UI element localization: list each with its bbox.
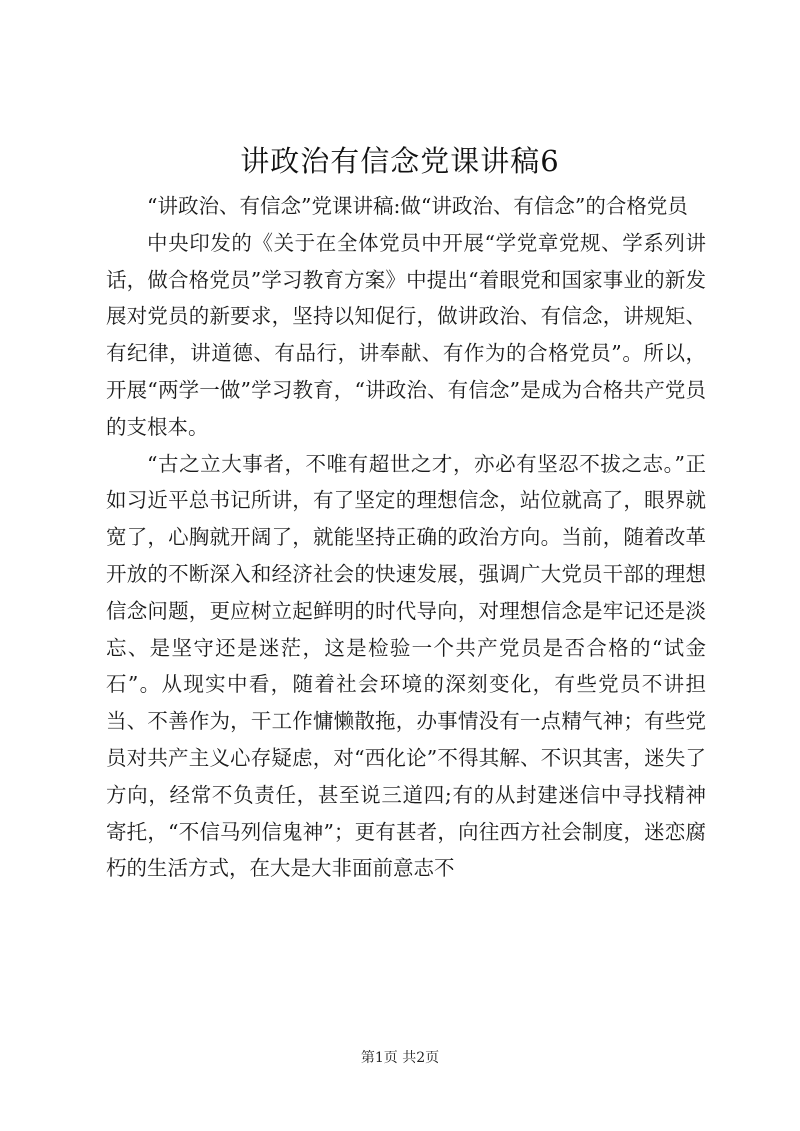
document-body (106, 188, 706, 887)
document-title: 讲政治有信念党课讲稿6 (240, 144, 560, 178)
paragraph: 中央印发的《关于在全体党员中开展“学党章党规、学系列讲话，做合格党员”学习教育方案》中提出“着眼党和国家事业的新发展对党员的新要求，坚持以知促行，做讲政治、有信念，讲规矩、有纪律，讲道德、有品行，讲奉献、有作为的合格党员”。所以，开展“两学一做”学习教育，“讲政治、有信念”是成为合格共产党员的支根本。 (106, 230, 706, 439)
paragraph-subtitle: “讲政治、有信念”党课讲稿:做“讲政治、有信念”的合格党员 (147, 194, 688, 218)
paragraph: “古之立大事者，不唯有超世之才，亦必有坚忍不拔之志。”正如习近平总书记所讲，有了坚定的理想信念，站位就高了，眼界就宽了，心胸就开阔了，就能坚持正确的政治方向。当前，随着改革开放的不断深入和经济社会的快速发展，强调广大党员干部的理想信念问题，更应树立起鲜明的时代导向，对理想信念是牢记还是淡忘、是坚守还是迷茫，这是检验一个共产党员是否合格的“试金石”。从现实中看，随着社会环境的深刻变化，有些党员不讲担当、不善作为，干工作慵懒散拖，办事情没有一点精气神；有些党员对共产主义心存疑虑，对“西化论”不得其解、不识其害，迷失了方向，经常不负责任，甚至说三道四;有的从封建迷信中寻找精神寄托，“不信马列信鬼神”；更有甚者，向往西方社会制度，迷恋腐朽的生活方式，在大是大非面前意志不 (106, 451, 706, 881)
page-footer: 第1页 共2页 (360, 1050, 440, 1066)
